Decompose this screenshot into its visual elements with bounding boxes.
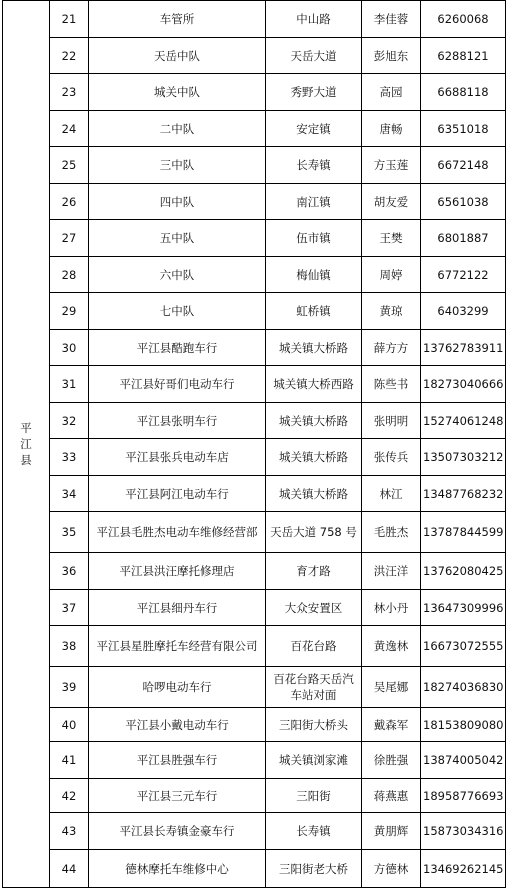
contact-person: 陈些书 <box>362 366 421 403</box>
unit-location: 三阳街 <box>266 779 362 813</box>
phone-number: 15274061248 <box>421 403 506 439</box>
phone-number: 6688118 <box>421 74 506 111</box>
table-row <box>3 439 506 476</box>
unit-name: 七中队 <box>89 293 266 330</box>
unit-location: 大众安置区 <box>266 590 362 626</box>
phone-number: 13469262145 <box>421 850 506 888</box>
phone-number: 16673072555 <box>421 626 506 667</box>
table-row <box>3 111 506 147</box>
county-char: 江 <box>20 437 32 451</box>
unit-name: 天岳中队 <box>89 38 266 74</box>
unit-name: 四中队 <box>89 184 266 220</box>
contact-person: 林小丹 <box>362 590 421 626</box>
unit-name: 哈啰电动车行 <box>89 667 266 708</box>
table-row <box>3 813 506 850</box>
contact-person: 方德林 <box>362 850 421 888</box>
unit-name: 五中队 <box>89 220 266 257</box>
unit-name: 车管所 <box>89 1 266 38</box>
unit-location: 虹桥镇 <box>266 293 362 330</box>
unit-name: 平江县酷跑车行 <box>89 330 266 366</box>
phone-number: 18153809080 <box>421 708 506 742</box>
row-number: 41 <box>50 742 89 779</box>
contact-person: 吴尾娜 <box>362 667 421 708</box>
row-number: 44 <box>50 850 89 888</box>
contact-person: 张传兵 <box>362 439 421 476</box>
table-body <box>3 1 506 888</box>
contact-person: 洪汪洋 <box>362 553 421 590</box>
row-number: 30 <box>50 330 89 366</box>
table-row <box>3 74 506 111</box>
table-row <box>3 512 506 553</box>
unit-name: 平江县毛胜杰电动车维修经营部 <box>89 512 266 553</box>
contact-person: 黄朋辉 <box>362 813 421 850</box>
unit-name: 平江县胜强车行 <box>89 742 266 779</box>
unit-name: 平江县洪汪摩托修理店 <box>89 553 266 590</box>
county-char: 平 <box>20 421 32 435</box>
row-number: 32 <box>50 403 89 439</box>
unit-location: 城关镇大桥路 <box>266 403 362 439</box>
unit-location: 城关镇大桥西路 <box>266 366 362 403</box>
row-number: 34 <box>50 476 89 512</box>
phone-number: 13762783911 <box>421 330 506 366</box>
row-number: 31 <box>50 366 89 403</box>
row-number: 42 <box>50 779 89 813</box>
unit-location: 长寿镇 <box>266 147 362 184</box>
contact-person: 唐畅 <box>362 111 421 147</box>
row-number: 23 <box>50 74 89 111</box>
contact-person: 林江 <box>362 476 421 512</box>
contact-person: 王樊 <box>362 220 421 257</box>
unit-name: 平江县三元车行 <box>89 779 266 813</box>
phone-number: 18273040666 <box>421 366 506 403</box>
table-row <box>3 476 506 512</box>
unit-name: 平江县星胜摩托车经营有限公司 <box>89 626 266 667</box>
table-row <box>3 220 506 257</box>
row-number: 39 <box>50 667 89 708</box>
unit-name: 三中队 <box>89 147 266 184</box>
contact-person: 李佳蓉 <box>362 1 421 38</box>
unit-location: 城关镇大桥路 <box>266 476 362 512</box>
unit-location: 城关镇浏家滩 <box>266 742 362 779</box>
phone-number: 18274036830 <box>421 667 506 708</box>
phone-number: 15873034316 <box>421 813 506 850</box>
row-number: 43 <box>50 813 89 850</box>
contact-person: 毛胜杰 <box>362 512 421 553</box>
table-row <box>3 779 506 813</box>
contact-person: 蒋燕惠 <box>362 779 421 813</box>
unit-name: 平江县细丹车行 <box>89 590 266 626</box>
unit-name: 德林摩托车维修中心 <box>89 850 266 888</box>
phone-number: 6403299 <box>421 293 506 330</box>
unit-location: 城关镇大桥路 <box>266 330 362 366</box>
phone-number: 6561038 <box>421 184 506 220</box>
phone-number: 6672148 <box>421 147 506 184</box>
contact-person: 张明明 <box>362 403 421 439</box>
table-row <box>3 184 506 220</box>
row-number: 25 <box>50 147 89 184</box>
contact-person: 方玉莲 <box>362 147 421 184</box>
unit-name: 平江县长寿镇金豪车行 <box>89 813 266 850</box>
row-number: 38 <box>50 626 89 667</box>
table-row <box>3 403 506 439</box>
table-row <box>3 742 506 779</box>
unit-location: 长寿镇 <box>266 813 362 850</box>
unit-location: 南江镇 <box>266 184 362 220</box>
contact-person: 彭旭东 <box>362 38 421 74</box>
unit-location: 百花台路天岳汽车站对面 <box>266 667 362 708</box>
phone-number: 13487768232 <box>421 476 506 512</box>
unit-name: 平江县张兵电动车店 <box>89 439 266 476</box>
row-number: 28 <box>50 257 89 293</box>
row-number: 24 <box>50 111 89 147</box>
contact-person: 徐胜强 <box>362 742 421 779</box>
contact-person: 高园 <box>362 74 421 111</box>
table-row <box>3 667 506 708</box>
phone-number: 13762080425 <box>421 553 506 590</box>
row-number: 35 <box>50 512 89 553</box>
row-number: 21 <box>50 1 89 38</box>
unit-location: 伍市镇 <box>266 220 362 257</box>
county-char: 县 <box>20 453 32 467</box>
county-cell <box>3 1 50 888</box>
table-row <box>3 590 506 626</box>
phone-number: 13647309996 <box>421 590 506 626</box>
row-number: 22 <box>50 38 89 74</box>
phone-number: 18958776693 <box>421 779 506 813</box>
unit-name: 平江县阿江电动车行 <box>89 476 266 512</box>
row-number: 36 <box>50 553 89 590</box>
unit-name: 城关中队 <box>89 74 266 111</box>
unit-name: 六中队 <box>89 257 266 293</box>
table-row <box>3 147 506 184</box>
contact-person: 黄琼 <box>362 293 421 330</box>
unit-name: 平江县小戴电动车行 <box>89 708 266 742</box>
table-row <box>3 257 506 293</box>
phone-number: 13507303212 <box>421 439 506 476</box>
phone-number: 6801887 <box>421 220 506 257</box>
row-number: 40 <box>50 708 89 742</box>
row-number: 33 <box>50 439 89 476</box>
unit-name: 平江县张明车行 <box>89 403 266 439</box>
table-row <box>3 626 506 667</box>
phone-number: 6288121 <box>421 38 506 74</box>
row-number: 29 <box>50 293 89 330</box>
unit-location: 安定镇 <box>266 111 362 147</box>
phone-number: 13874005042 <box>421 742 506 779</box>
unit-location: 三阳街老大桥 <box>266 850 362 888</box>
unit-location: 城关镇大桥路 <box>266 439 362 476</box>
unit-name: 二中队 <box>89 111 266 147</box>
table-row <box>3 708 506 742</box>
phone-number: 6260068 <box>421 1 506 38</box>
row-number: 26 <box>50 184 89 220</box>
contact-person: 周婷 <box>362 257 421 293</box>
contact-table <box>2 0 506 888</box>
row-number: 37 <box>50 590 89 626</box>
contact-person: 胡友爱 <box>362 184 421 220</box>
table-row <box>3 1 506 38</box>
unit-location: 百花台路 <box>266 626 362 667</box>
unit-name: 平江县好哥们电动车行 <box>89 366 266 403</box>
contact-person: 薛方方 <box>362 330 421 366</box>
unit-location: 中山路 <box>266 1 362 38</box>
unit-location: 秀野大道 <box>266 74 362 111</box>
table-row <box>3 330 506 366</box>
phone-number: 6351018 <box>421 111 506 147</box>
unit-location: 育才路 <box>266 553 362 590</box>
row-number: 27 <box>50 220 89 257</box>
phone-number: 6772122 <box>421 257 506 293</box>
table-row <box>3 38 506 74</box>
unit-location: 梅仙镇 <box>266 257 362 293</box>
unit-location: 天岳大道 <box>266 38 362 74</box>
contact-person: 戴森军 <box>362 708 421 742</box>
contact-person: 黄逸林 <box>362 626 421 667</box>
unit-location: 三阳街大桥头 <box>266 708 362 742</box>
phone-number: 13787844599 <box>421 512 506 553</box>
unit-location: 天岳大道 758 号 <box>266 512 362 553</box>
table-row <box>3 553 506 590</box>
table-row <box>3 850 506 888</box>
table-row <box>3 293 506 330</box>
table-row <box>3 366 506 403</box>
